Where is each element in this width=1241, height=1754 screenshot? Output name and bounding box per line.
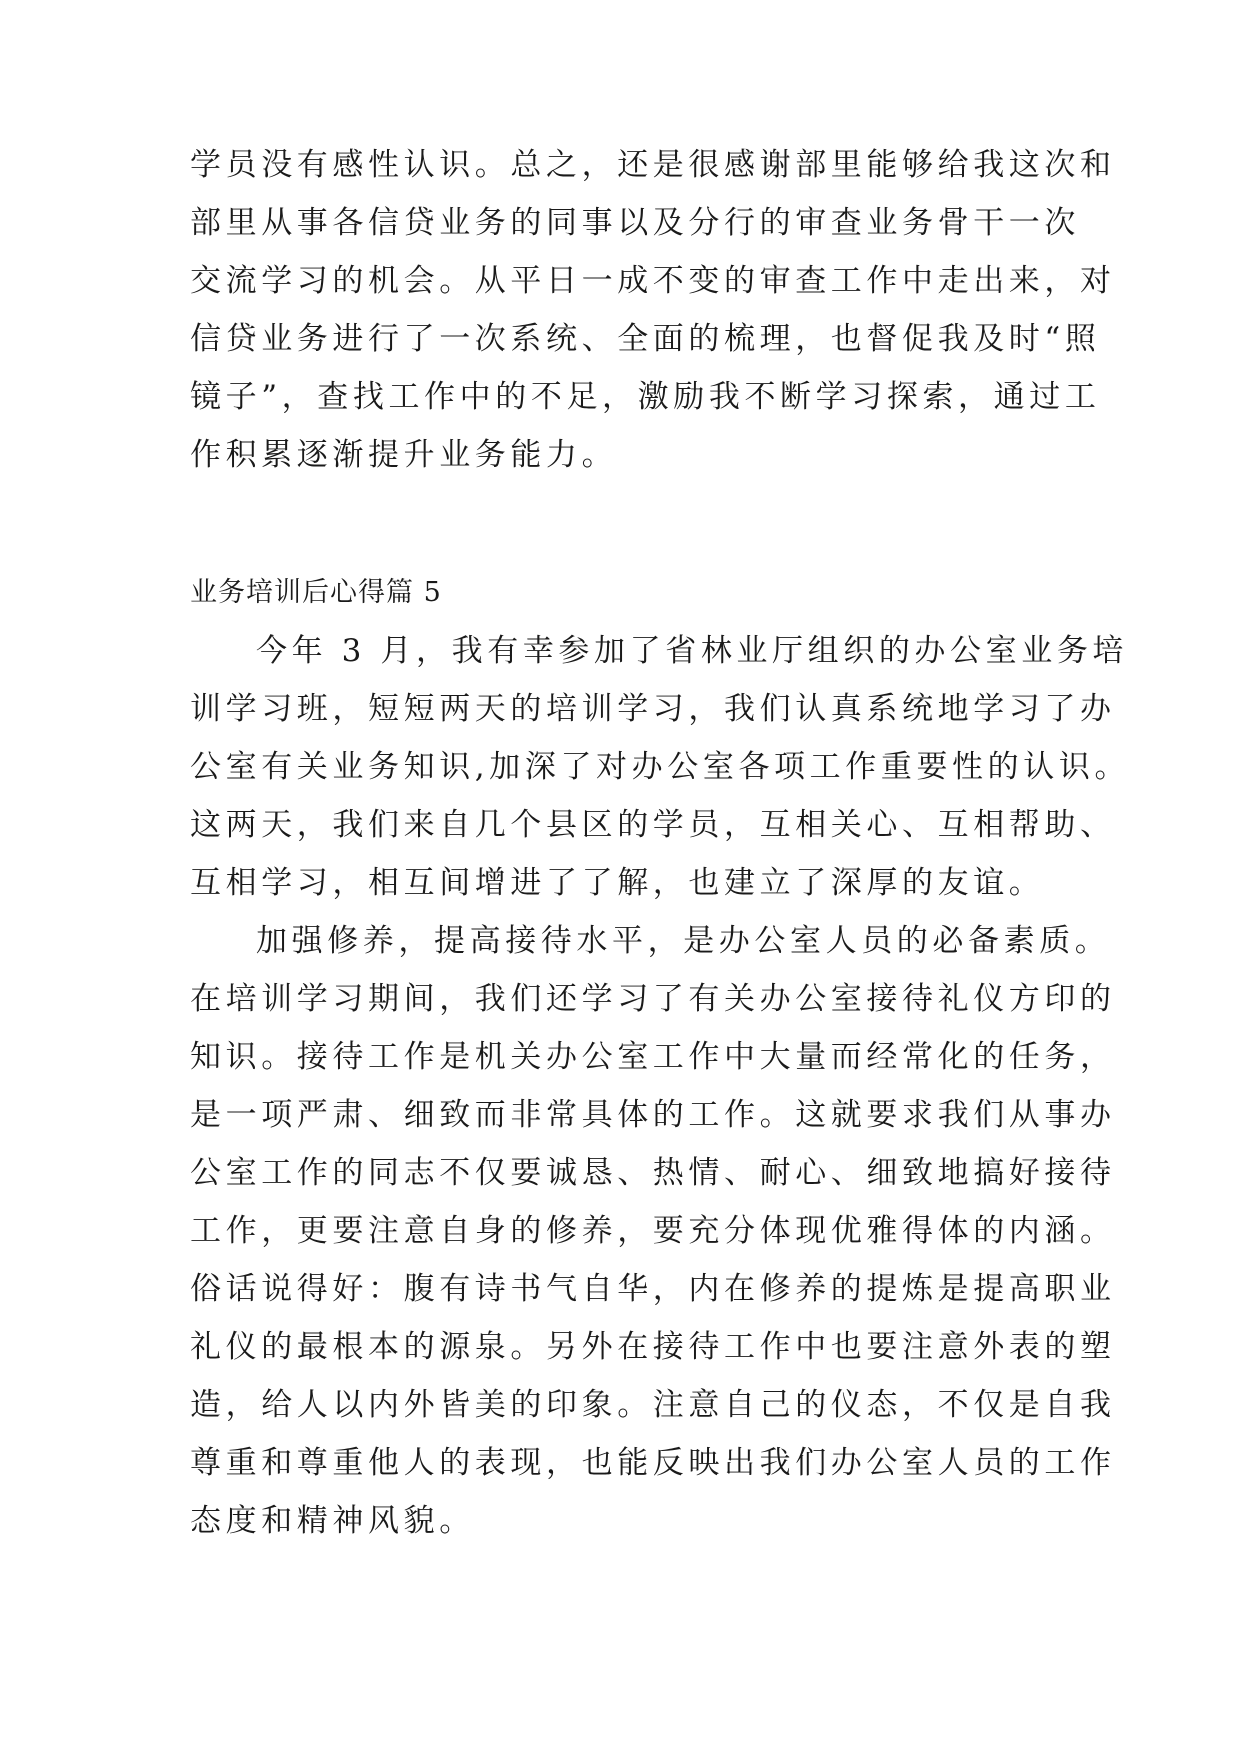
text-line: 礼仪的最根本的源泉。另外在接待工作中也要注意外表的塑 [190,1329,1116,1365]
text-line: 是一项严肃、细致而非常具体的工作。这就要求我们从事办 [190,1097,1116,1133]
text-line: 互相学习，相互间增进了了解，也建立了深厚的友谊。 [190,865,1045,901]
text-line: 这两天，我们来自几个县区的学员，互相关心、互相帮助、 [190,807,1116,843]
text-line: 镜子”，查找工作中的不足，激励我不断学习探索，通过工 [190,379,1101,415]
text-line: 信贷业务进行了一次系统、全面的梳理，也督促我及时“照 [190,321,1101,357]
text-line: 在培训学习期间，我们还学习了有关办公室接待礼仪方印的 [190,981,1116,1017]
text-line: 俗话说得好：腹有诗书气自华，内在修养的提炼是提高职业 [190,1271,1116,1307]
text-line: 知识。接待工作是机关办公室工作中大量而经常化的任务， [190,1039,1116,1075]
text-line: 今年 3 月，我有幸参加了省林业厅组织的办公室业务培 [256,633,1129,669]
section-body [190,622,1131,1550]
text-line: 交流学习的机会。从平日一成不变的审查工作中走出来，对 [190,263,1116,299]
text-line: 公室工作的同志不仅要诚恳、热情、耐心、细致地搞好接待 [190,1155,1116,1191]
paragraph-continued [190,136,1116,484]
text-line: 加强修养，提高接待水平，是办公室人员的必备素质。 [256,923,1111,959]
text-line: 学员没有感性认识。总之，还是很感谢部里能够给我这次和 [190,147,1116,183]
text-line: 尊重和尊重他人的表现，也能反映出我们办公室人员的工作 [190,1445,1116,1481]
text-line: 造，给人以内外皆美的印象。注意自己的仪态，不仅是自我 [190,1387,1116,1423]
text-line: 训学习班，短短两天的培训学习，我们认真系统地学习了办 [190,691,1116,727]
text-line: 部里从事各信贷业务的同事以及分行的审查业务骨干一次 [190,205,1080,241]
text-line: 作积累逐渐提升业务能力。 [190,437,618,473]
text-line: 态度和精神风貌。 [190,1503,475,1539]
section-title: 业务培训后心得篇 5 [190,577,442,608]
text-line: 公室有关业务知识,加深了对办公室各项工作重要性的认识。 [190,749,1131,785]
text-line: 工作，更要注意自身的修养，要充分体现优雅得体的内涵。 [190,1213,1116,1249]
